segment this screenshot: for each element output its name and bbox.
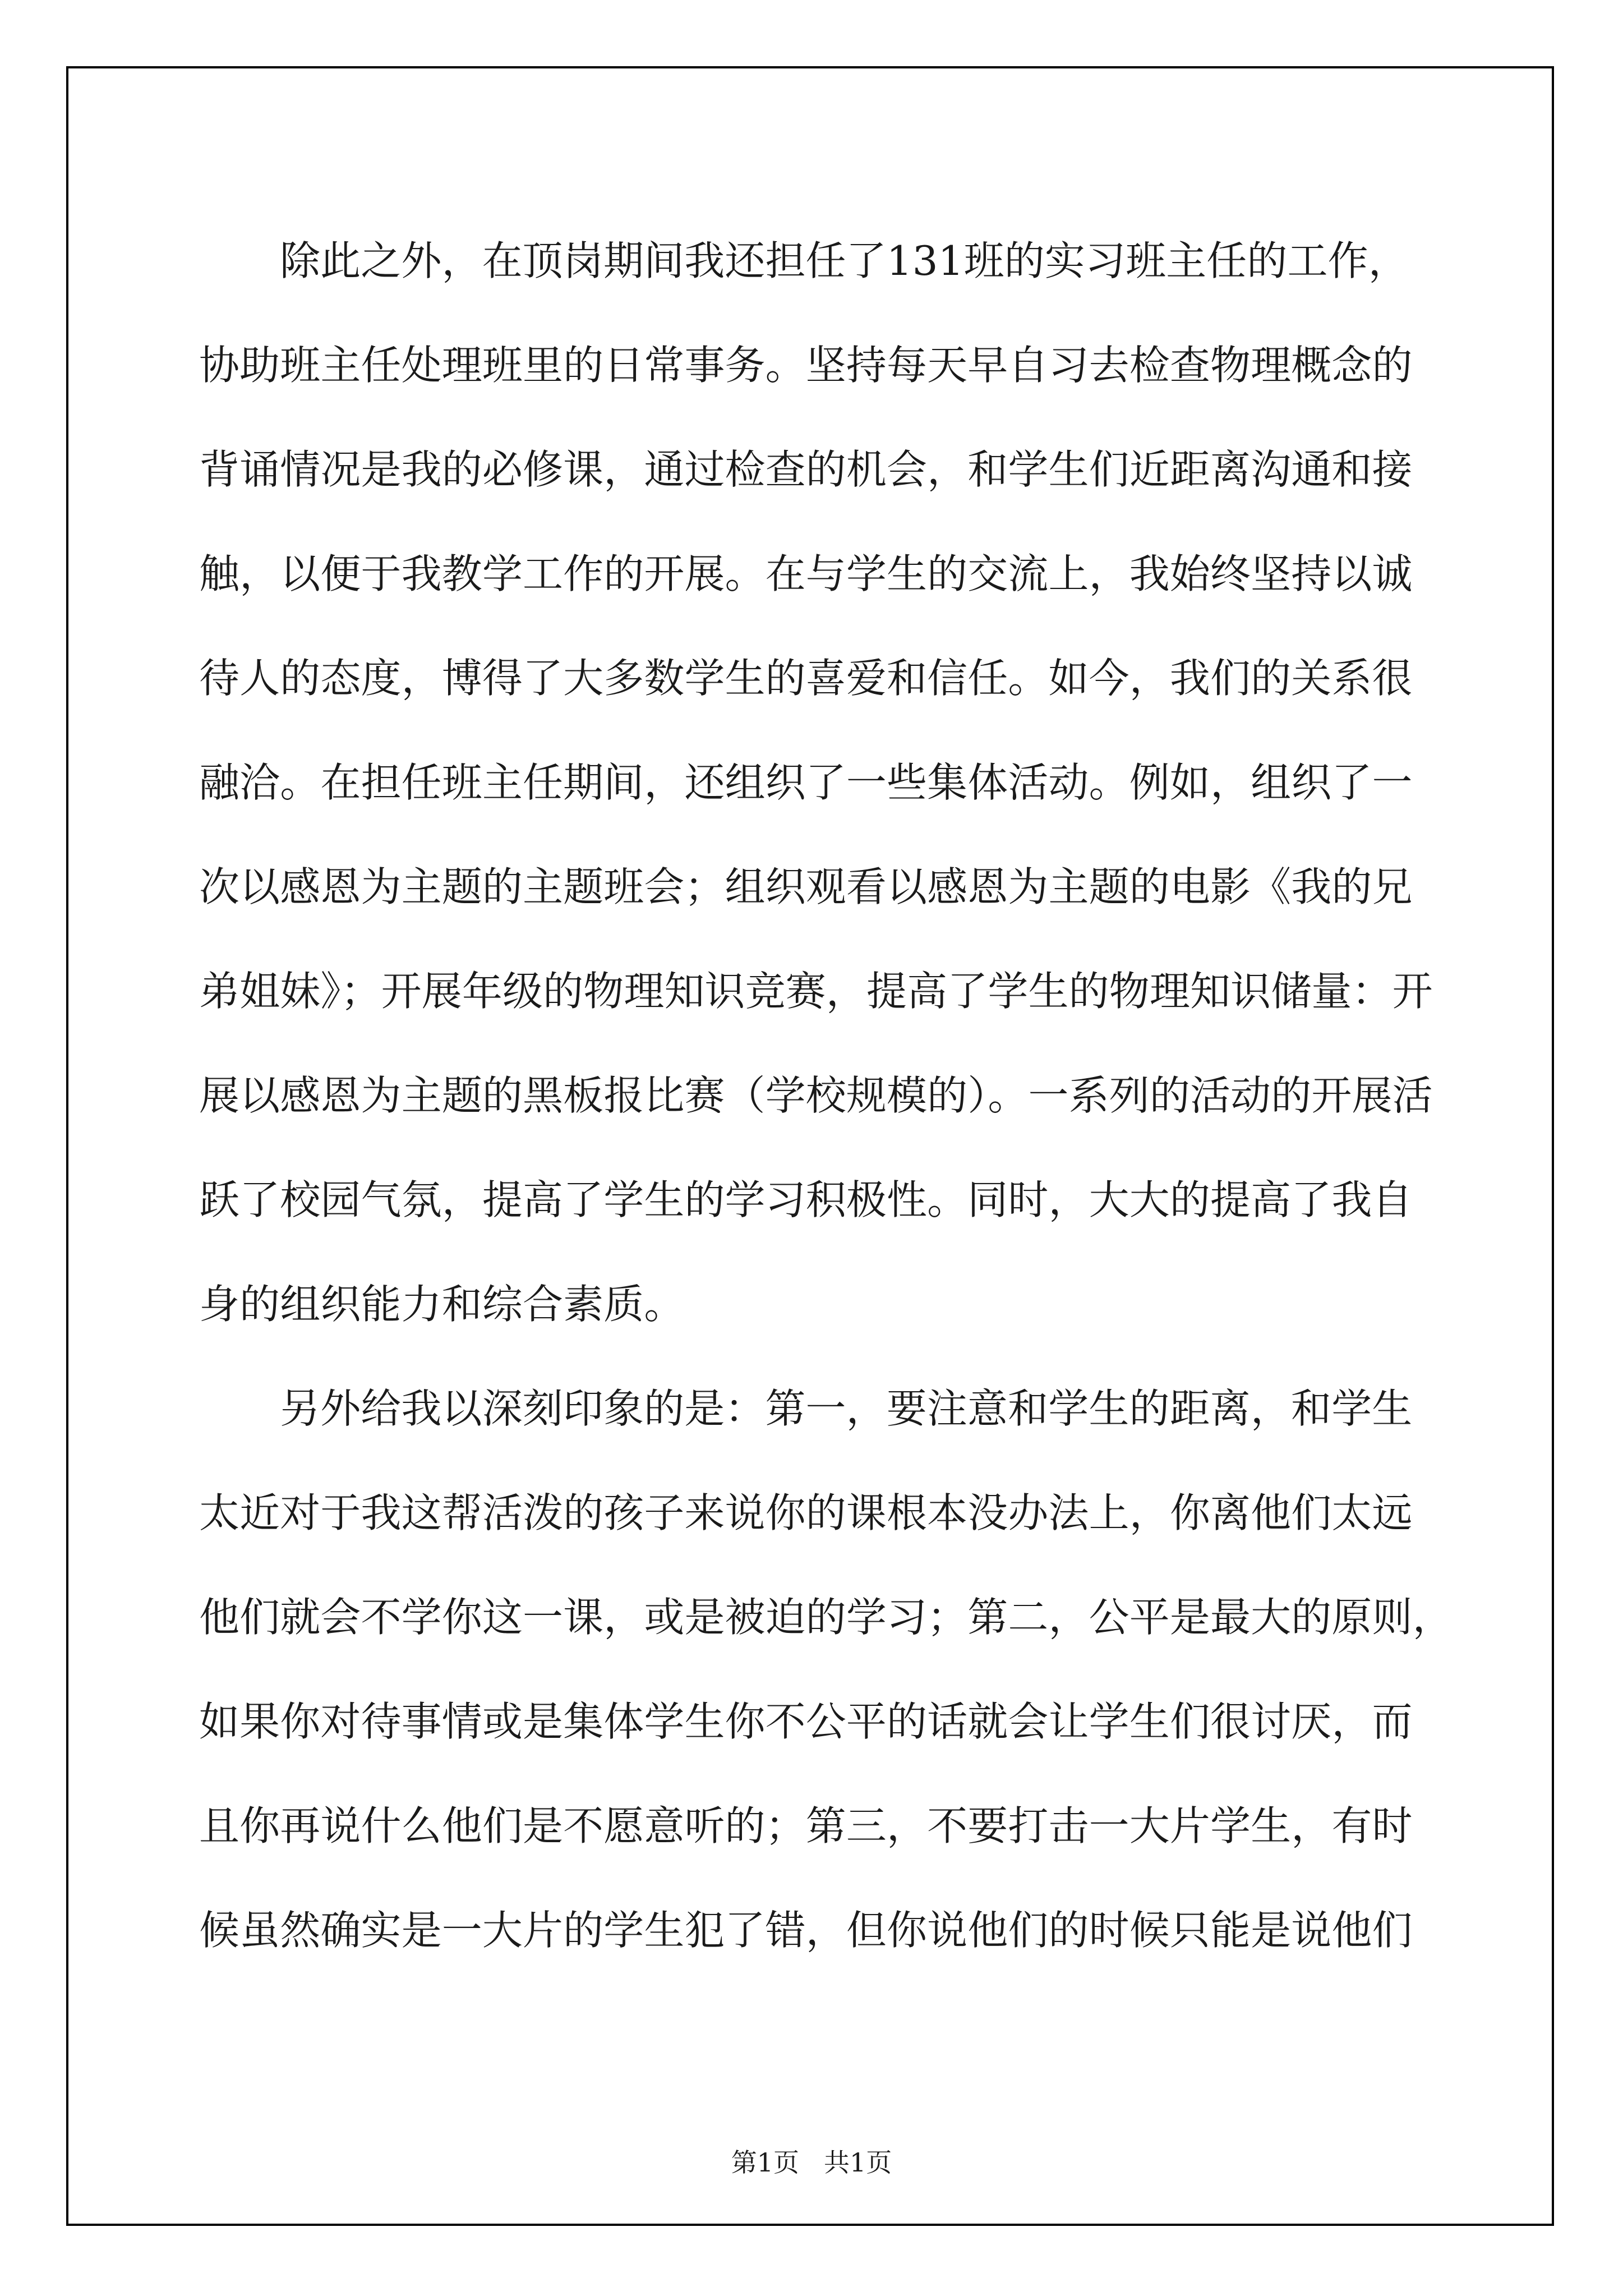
page-total: 共1页 (823, 2147, 892, 2178)
text-line: 待人的态度，博得了大多数学生的喜爱和信任。如今，我们的关系很 (199, 655, 1413, 702)
text-line: 背诵情况是我的必修课，通过检查的机会，和学生们近距离沟通和接 (199, 446, 1413, 493)
text-line: 且你再说什么他们是不愿意听的；第三，不要打击一大片学生，有时 (199, 1802, 1413, 1849)
text-line: 弟姐妹》；开展年级的物理知识竞赛，提高了学生的物理知识储量：开 (199, 968, 1433, 1015)
paragraph-2 (199, 1356, 1453, 1982)
text-line: 协助班主任处理班里的日常事务。坚持每天早自习去检查物理概念的 (199, 342, 1413, 389)
text-line: 太近对于我这帮活泼的孩子来说你的课根本没办法上，你离他们太远 (199, 1489, 1413, 1536)
text-line: 融洽。在担任班主任期间，还组织了一些集体活动。例如，组织了一 (199, 759, 1413, 806)
text-line: 身的组织能力和综合素质。 (199, 1281, 685, 1328)
page-number: 第1页 (731, 2147, 800, 2178)
text-line: 展以感恩为主题的黑板报比赛（学校规模的）。一系列的活动的开展活 (199, 1072, 1433, 1119)
text-line: 跃了校园气氛，提高了学生的学习积极性。同时，大大的提高了我自 (199, 1176, 1413, 1223)
text-line: 除此之外，在顶岗期间我还担任了131班的实习班主任的工作， (280, 237, 1409, 284)
document-body (199, 209, 1453, 1982)
paragraph-1 (199, 209, 1433, 1356)
text-line: 触，以便于我教学工作的开展。在与学生的交流上，我始终坚持以诚 (199, 550, 1413, 597)
text-line: 如果你对待事情或是集体学生你不公平的话就会让学生们很讨厌，而 (199, 1698, 1413, 1745)
text-line: 他们就会不学你这一课，或是被迫的学习；第二，公平是最大的原则， (199, 1594, 1453, 1641)
text-line: 另外给我以深刻印象的是：第一，要注意和学生的距离，和学生 (280, 1385, 1413, 1432)
text-line: 候虽然确实是一大片的学生犯了错，但你说他们的时候只能是说他们 (199, 1907, 1413, 1954)
page-footer (0, 2146, 1623, 2179)
text-line: 次以感恩为主题的主题班会；组织观看以感恩为主题的电影《我的兄 (199, 863, 1413, 910)
